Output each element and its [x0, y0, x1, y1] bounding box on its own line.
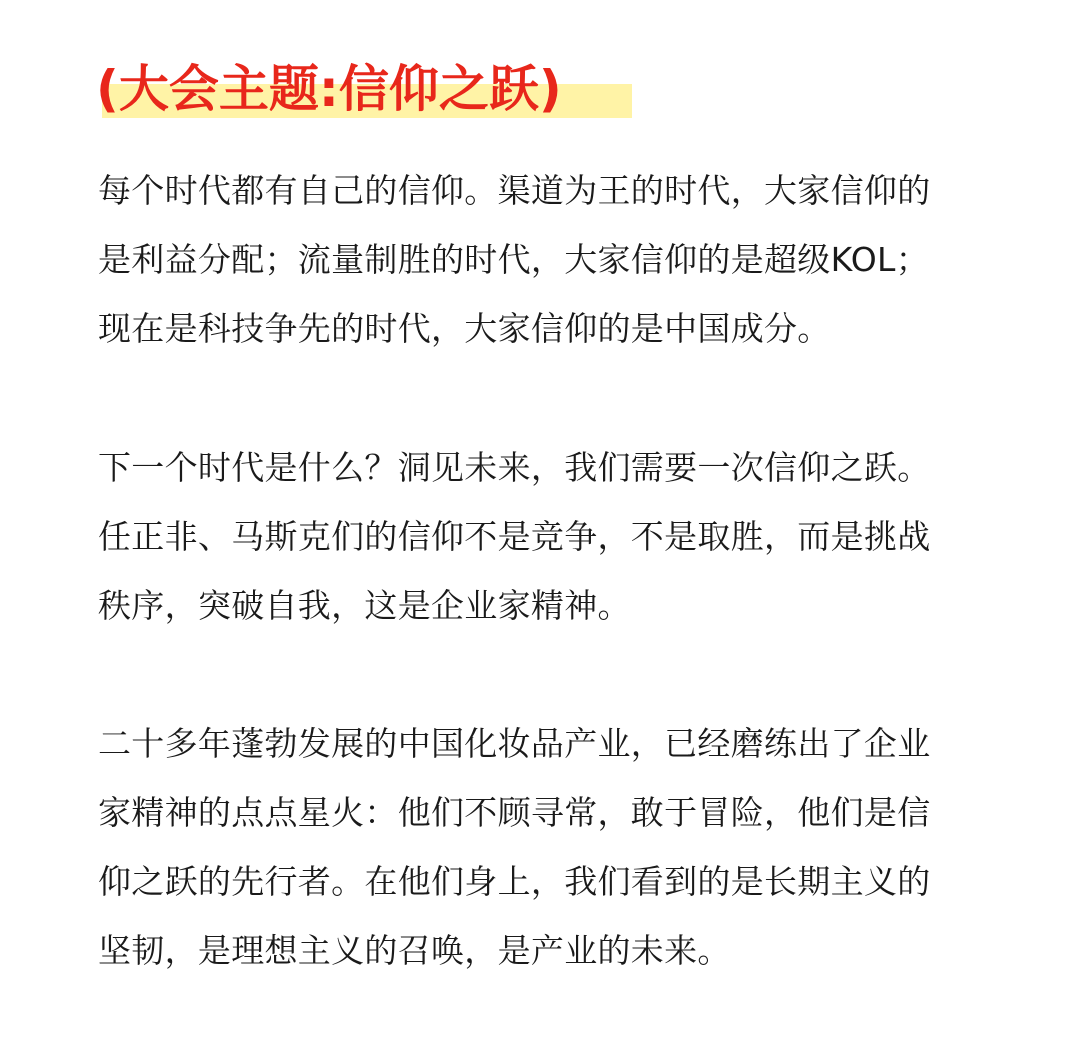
paragraph-line: 每个时代都有自己的信仰。渠道为王的时代，大家信仰的 — [98, 171, 931, 210]
paragraph-line: 坚韧，是理想主义的召唤，是产业的未来。 — [98, 931, 731, 970]
paragraph-line: 秩序，突破自我，这是企业家精神。 — [98, 586, 631, 625]
paragraph-3 — [98, 709, 931, 985]
paragraph-line: 家精神的点点星火：他们不顾寻常，敢于冒险，他们是信 — [98, 793, 931, 832]
paragraph-1 — [98, 156, 931, 363]
page-title: (大会主题:信仰之跃) — [96, 60, 562, 118]
paragraph-line: 下一个时代是什么？洞见未来，我们需要一次信仰之跃。 — [98, 448, 931, 487]
paragraph-2 — [98, 433, 931, 640]
paragraph-line: 仰之跃的先行者。在他们身上，我们看到的是长期主义的 — [98, 862, 931, 901]
title-block — [96, 58, 562, 120]
paragraph-line: 任正非、马斯克们的信仰不是竞争，不是取胜，而是挑战 — [98, 517, 931, 556]
paragraph-line: 二十多年蓬勃发展的中国化妆品产业，已经磨练出了企业 — [98, 724, 931, 763]
paragraph-line: 现在是科技争先的时代，大家信仰的是中国成分。 — [98, 309, 831, 348]
paragraph-line: 是利益分配；流量制胜的时代，大家信仰的是超级KOL； — [98, 240, 929, 279]
